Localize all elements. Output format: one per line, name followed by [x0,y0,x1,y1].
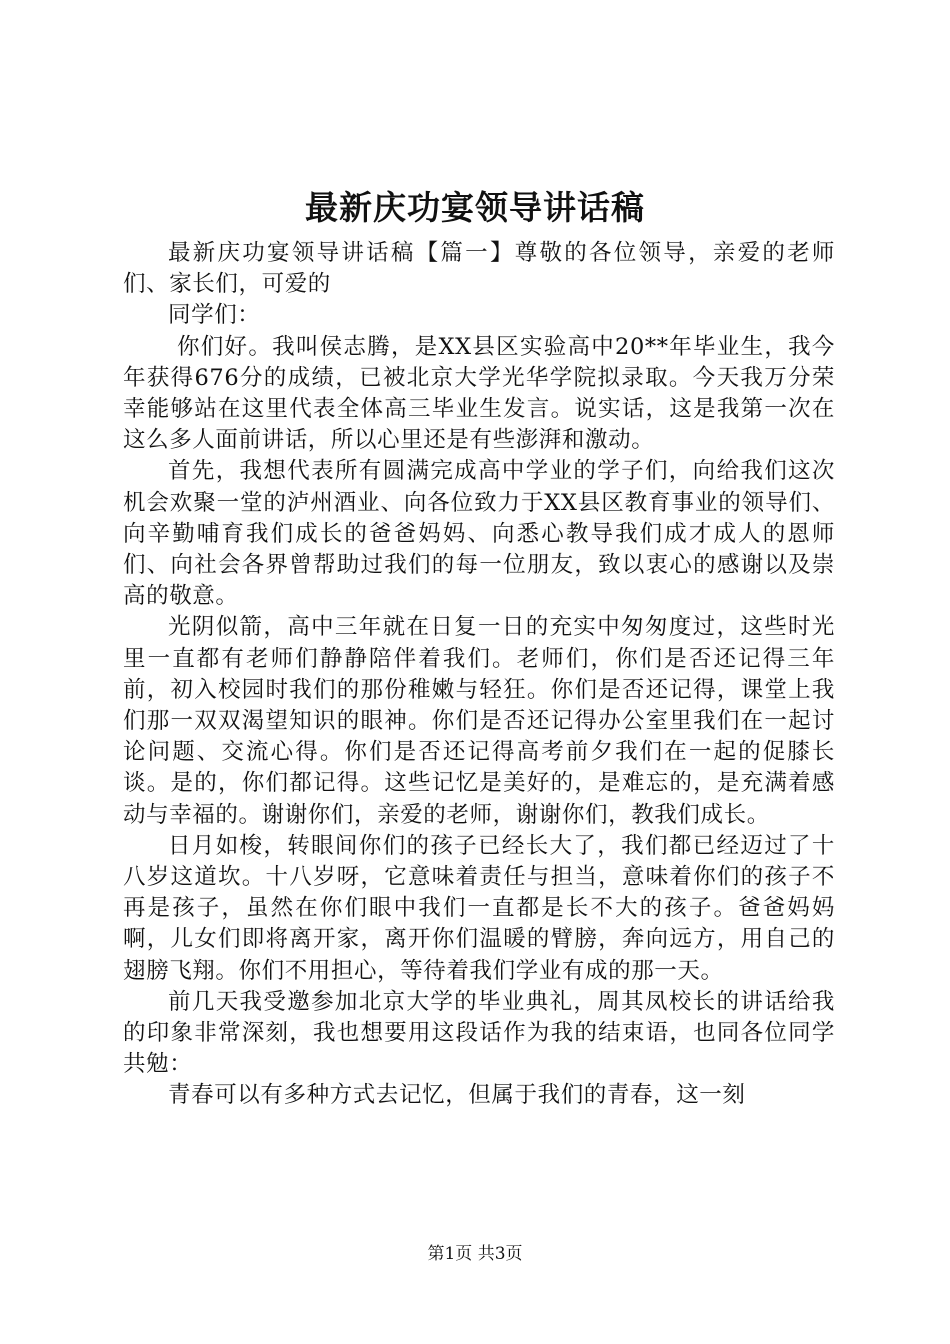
document-body [123,238,835,1112]
paragraph-4: 首先，我想代表所有圆满完成高中学业的学子们，向给我们这次机会欢聚一堂的泸州酒业、向各位致力于XX县区教育事业的领导们、向辛勤哺育我们成长的爸爸妈妈、向悉心教导我们成才成人的恩师们、向社会各界曾帮助过我们的每一位朋友，致以衷心的感谢以及崇高的敬意。 [123,458,835,610]
paragraph-7: 前几天我受邀参加北京大学的毕业典礼，周其凤校长的讲话给我的印象非常深刻，我也想要用这段话作为我的结束语，也同各位同学共勉： [123,988,835,1078]
paragraph-6: 日月如梭，转眼间你们的孩子已经长大了，我们都已经迈过了十八岁这道坎。十八岁呀，它意味着责任与担当，意味着你们的孩子不再是孩子，虽然在你们眼中我们一直都是长不大的孩子。爸爸妈妈啊，儿女们即将离开家，离开你们温暖的臂膀，奔向远方，用自己的翅膀飞翔。你们不用担心，等待着我们学业有成的那一天。 [123,832,835,984]
paragraph-8: 青春可以有多种方式去记忆，但属于我们的青春，这一刻 [168,1082,746,1109]
paragraph-2: 同学们： [168,302,261,329]
page-footer: 第1页 共3页 [427,1244,523,1264]
document-title: 最新庆功宴领导讲话稿 [305,188,645,227]
paragraph-3: 你们好。我叫侯志腾，是XX县区实验高中20**年毕业生，我今年获得676分的成绩，已被北京大学光华学院拟录取。今天我万分荣幸能够站在这里代表全体高三毕业生发言。说实话，这是我第一次在这么多人面前讲话，所以心里还是有些澎湃和激动。 [123,333,835,454]
paragraph-5: 光阴似箭，高中三年就在日复一日的充实中匆匆度过，这些时光里一直都有老师们静静陪伴着我们。老师们，你们是否还记得三年前，初入校园时我们的那份稚嫩与轻狂。你们是否还记得，课堂上我们那一双双渴望知识的眼神。你们是否还记得办公室里我们在一起讨论问题、交流心得。你们是否还记得高考前夕我们在一起的促膝长谈。是的，你们都记得。这些记忆是美好的，是难忘的，是充满着感动与幸福的。谢谢你们，亲爱的老师，谢谢你们，教我们成长。 [123,614,835,828]
paragraph-1: 最新庆功宴领导讲话稿【篇一】尊敬的各位领导，亲爱的老师们、家长们，可爱的 [123,240,835,298]
